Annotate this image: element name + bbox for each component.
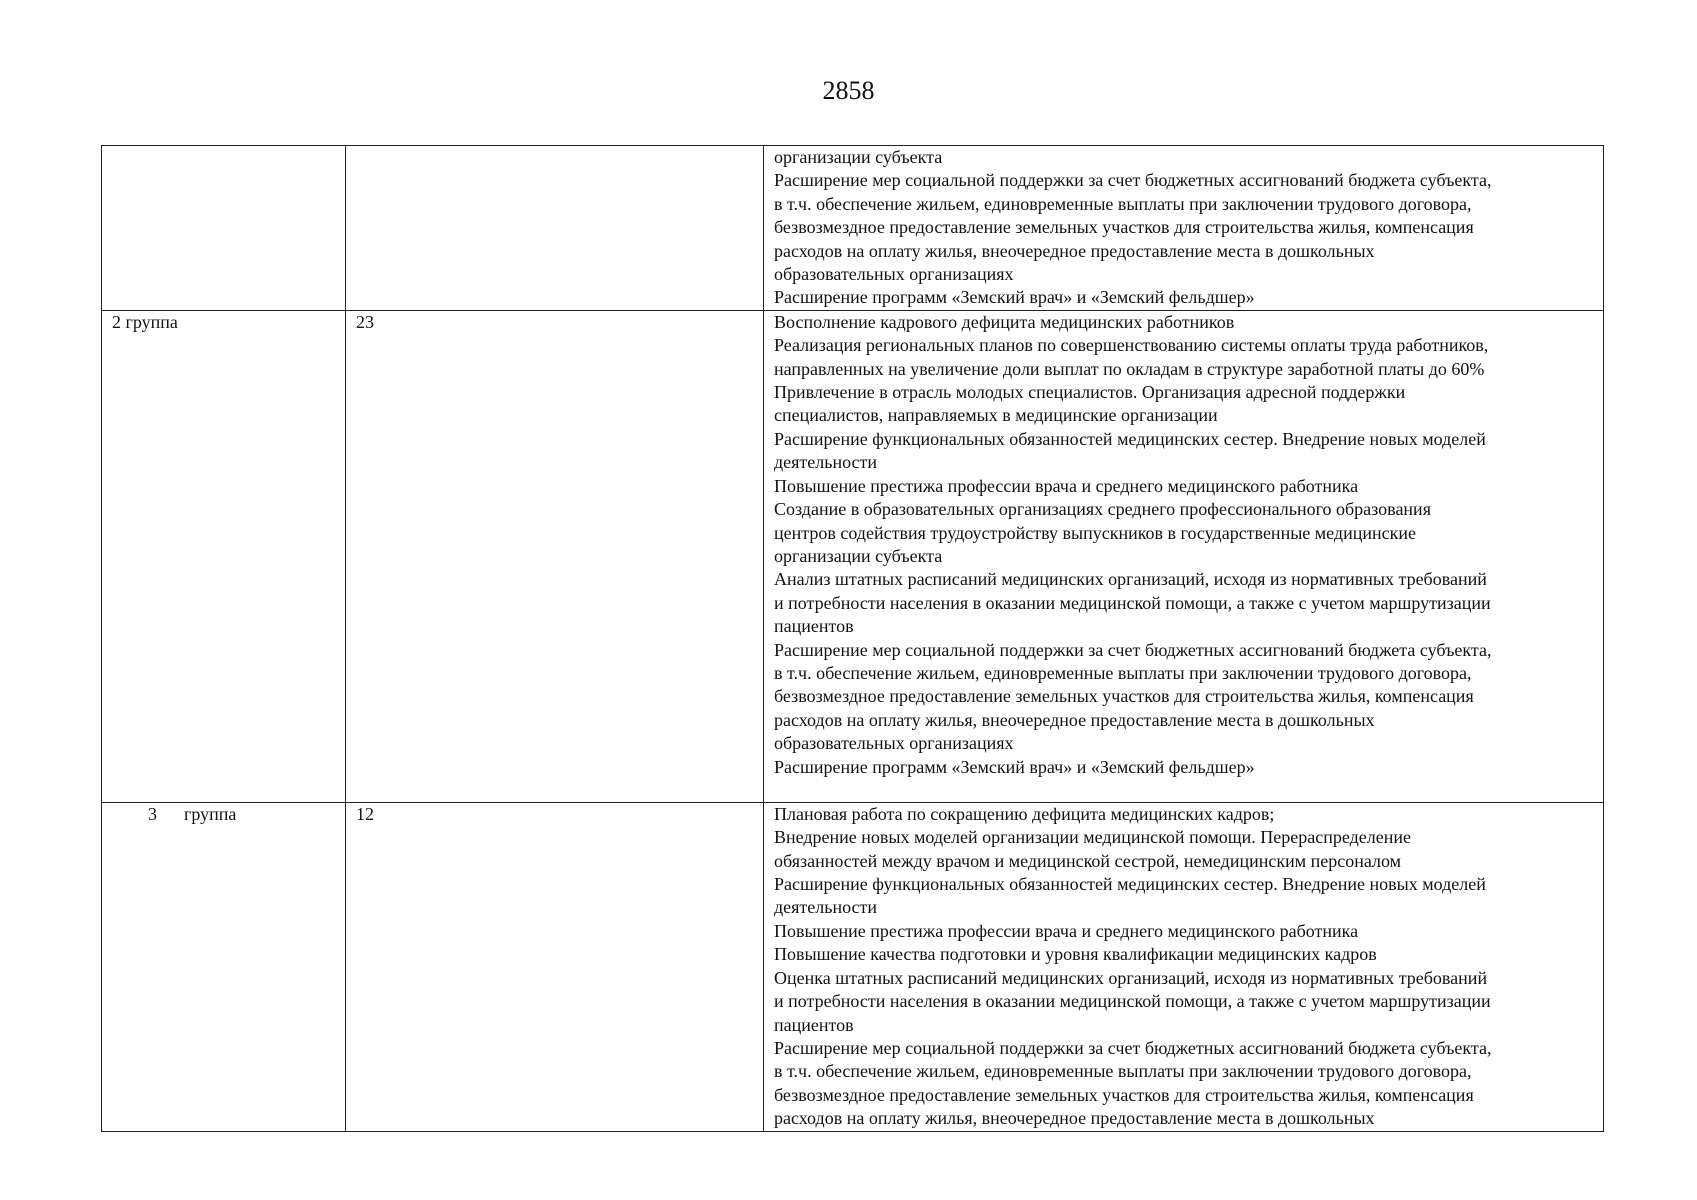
measure-line: Расширение программ «Земский врач» и «Земский фельдшер» [774, 287, 1255, 308]
measure-line: Анализ штатных расписаний медицинских организаций, исходя из нормативных требований [774, 569, 1487, 590]
measures-cell [764, 146, 1604, 311]
measures-cell [764, 310, 1604, 802]
measures-cell [764, 802, 1604, 1131]
measure-line: образовательных организациях [774, 264, 1014, 285]
measure-line: Расширение функциональных обязанностей медицинских сестер. Внедрение новых моделей [774, 428, 1486, 449]
page-number: 2858 [822, 76, 875, 105]
measure-line: расходов на оплату жилья, внеочередное предоставление места в дошкольных [774, 1108, 1375, 1129]
measure-line: в т.ч. обеспечение жильем, единовременные выплаты при заключении трудового договора, [774, 193, 1472, 214]
measure-line: Привлечение в отрасль молодых специалистов. Организация адресной поддержки [774, 382, 1406, 403]
measure-line: пациентов [774, 1014, 854, 1035]
measure-line: Внедрение новых моделей организации медицинской помощи. Перераспределение [774, 827, 1411, 848]
count-cell [346, 310, 764, 802]
measure-line: Оценка штатных расписаний медицинских организаций, исходя из нормативных требований [774, 967, 1488, 988]
group-cell [102, 146, 346, 311]
table-row [102, 310, 1604, 802]
measure-line: специалистов, направляемых в медицинские организации [774, 405, 1218, 426]
measure-line: и потребности населения в оказании медицинской помощи, а также с учетом маршрутизации [774, 991, 1491, 1012]
measure-line: Расширение мер социальной поддержки за счет бюджетных ассигнований бюджета субъекта, [774, 639, 1492, 660]
measure-line: деятельности [774, 452, 878, 473]
measure-line: безвозмездное предоставление земельных участков для строительства жилья, компенсация [774, 686, 1474, 707]
group-label: 2 группа [112, 311, 178, 332]
measure-line: Расширение программ «Земский врач» и «Земский фельдшер» [774, 756, 1255, 777]
measure-line: Восполнение кадрового дефицита медицинских работников [774, 311, 1235, 332]
measure-line: обязанностей между врачом и медицинской сестрой, немедицинским персоналом [774, 850, 1402, 871]
measure-line: и потребности населения в оказании медицинской помощи, а также с учетом маршрутизации [774, 592, 1491, 613]
measure-line: организации субъекта [774, 545, 943, 566]
group-cell [102, 802, 346, 1131]
measure-line: безвозмездное предоставление земельных участков для строительства жилья, компенсация [774, 1084, 1474, 1105]
measure-line: центров содействия трудоустройству выпускников в государственные медицинские [774, 522, 1416, 543]
measure-line: направленных на увеличение доли выплат по окладам в структуре заработной платы до 60% [774, 358, 1485, 379]
measure-line: деятельности [774, 897, 878, 918]
measure-line: Создание в образовательных организациях среднего профессионального образования [774, 499, 1431, 520]
group-cell [102, 310, 346, 802]
measure-line: Повышение престижа профессии врача и среднего медицинского работника [774, 475, 1359, 496]
measure-line: в т.ч. обеспечение жильем, единовременные выплаты при заключении трудового договора, [774, 662, 1472, 683]
measure-line: в т.ч. обеспечение жильем, единовременные выплаты при заключении трудового договора, [774, 1061, 1472, 1082]
table-row [102, 802, 1604, 1131]
measure-line: Реализация региональных планов по совершенствованию системы оплаты труда работников, [774, 335, 1489, 356]
measure-line: Расширение мер социальной поддержки за счет бюджетных ассигнований бюджета субъекта, [774, 1037, 1492, 1058]
count-value: 12 [356, 803, 374, 824]
measure-line: Плановая работа по сокращению дефицита медицинских кадров; [774, 803, 1275, 824]
measure-line: Расширение мер социальной поддержки за счет бюджетных ассигнований бюджета субъекта, [774, 170, 1492, 191]
measure-line: расходов на оплату жилья, внеочередное предоставление места в дошкольных [774, 709, 1375, 730]
measures-table [101, 145, 1604, 1132]
measure-line: Расширение функциональных обязанностей медицинских сестер. Внедрение новых моделей [774, 874, 1486, 895]
measure-line: Повышение престижа профессии врача и среднего медицинского работника [774, 920, 1359, 941]
measure-line: организации субъекта [774, 147, 943, 167]
group-label: 3 группа [148, 803, 237, 824]
count-cell [346, 802, 764, 1131]
count-value: 23 [356, 311, 374, 332]
measure-line: безвозмездное предоставление земельных участков для строительства жилья, компенсация [774, 217, 1474, 238]
table-row [102, 146, 1604, 311]
count-cell [346, 146, 764, 311]
measure-line: пациентов [774, 616, 854, 637]
measure-line: Повышение качества подготовки и уровня квалификации медицинских кадров [774, 944, 1377, 965]
measure-line: расходов на оплату жилья, внеочередное предоставление места в дошкольных [774, 240, 1375, 261]
measure-line: образовательных организациях [774, 733, 1014, 754]
